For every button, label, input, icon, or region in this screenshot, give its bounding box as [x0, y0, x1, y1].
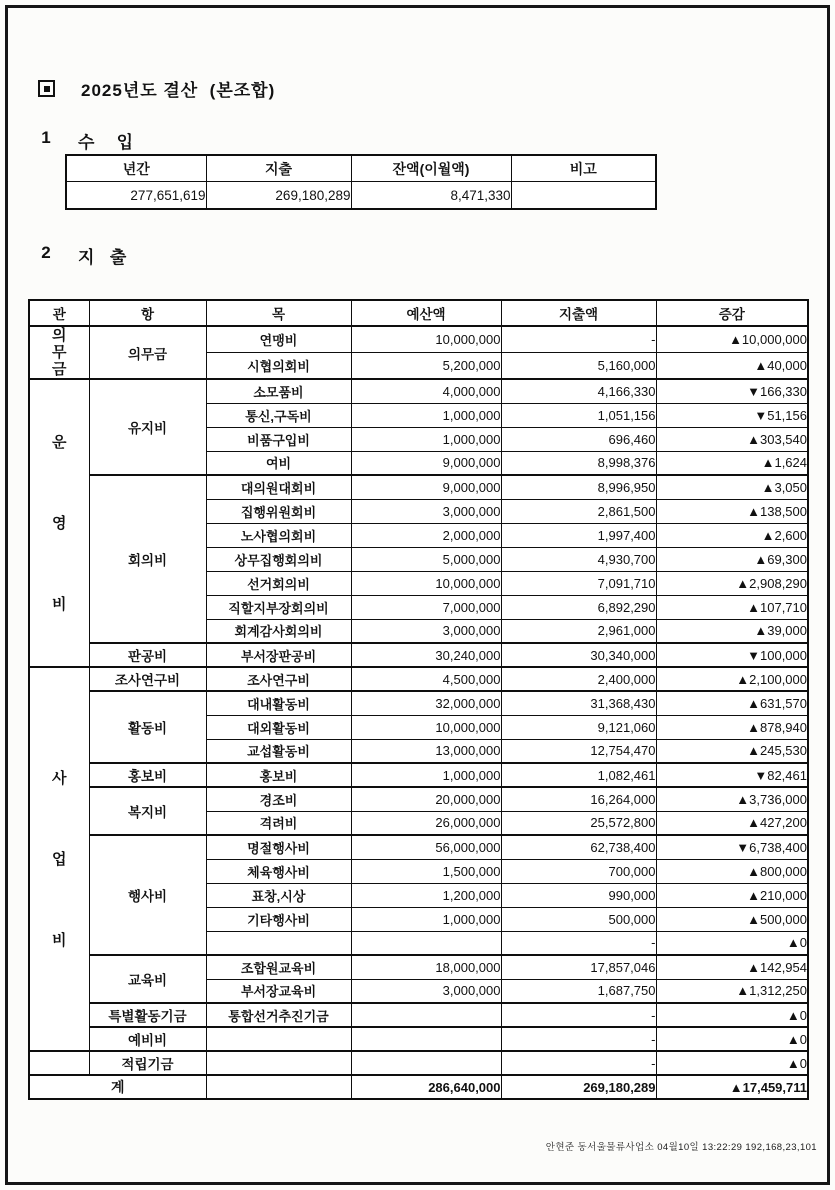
income-header-cell: 잔액(이월액)	[351, 155, 511, 182]
change-cell: ▲10,000,000	[656, 326, 808, 353]
spent-cell: 62,738,400	[501, 835, 656, 859]
budget-cell	[351, 931, 501, 955]
budget-cell: 10,000,000	[351, 326, 501, 353]
expense-row	[29, 835, 808, 859]
spent-cell: 12,754,470	[501, 739, 656, 763]
spent-cell: 4,166,330	[501, 379, 656, 403]
spent-cell: 1,687,750	[501, 979, 656, 1003]
mok-cell: 상무집행회의비	[206, 547, 351, 571]
spent-cell: -	[501, 326, 656, 353]
spent-cell: 30,340,000	[501, 643, 656, 667]
change-cell: ▲2,908,290	[656, 571, 808, 595]
expense-row	[29, 1003, 808, 1027]
mok-cell: 비품구입비	[206, 427, 351, 451]
hang-group-cell: 특별활동기금	[89, 1003, 206, 1027]
budget-cell: 5,000,000	[351, 547, 501, 571]
spent-cell: 25,572,800	[501, 811, 656, 835]
budget-cell: 32,000,000	[351, 691, 501, 715]
gwan-vertical-label	[30, 770, 89, 949]
income-section-label: 수 입	[78, 133, 136, 152]
hang-group-cell: 의무금	[89, 326, 206, 379]
expense-header-cell: 증감	[656, 300, 808, 326]
hang-group-cell: 예비비	[89, 1027, 206, 1051]
mok-cell: 경조비	[206, 787, 351, 811]
income-table	[65, 154, 657, 210]
mok-cell	[206, 931, 351, 955]
mok-cell: 집행위원회비	[206, 499, 351, 523]
mok-cell: 회계감사회의비	[206, 619, 351, 643]
expense-total-row	[29, 1075, 808, 1099]
hang-group-cell: 행사비	[89, 835, 206, 955]
mok-cell: 여비	[206, 451, 351, 475]
hang-group-cell: 유지비	[89, 379, 206, 475]
total-label-cell: 계	[29, 1075, 206, 1099]
gwan-char: 업	[52, 850, 67, 868]
change-cell: ▲3,736,000	[656, 787, 808, 811]
budget-cell	[351, 1027, 501, 1051]
budget-cell: 56,000,000	[351, 835, 501, 859]
expense-header-cell: 지출액	[501, 300, 656, 326]
change-cell: ▲2,600	[656, 523, 808, 547]
mok-cell: 조사연구비	[206, 667, 351, 691]
budget-cell: 1,000,000	[351, 763, 501, 787]
mok-cell: 대외활동비	[206, 715, 351, 739]
hang-group-cell: 적립기금	[89, 1051, 206, 1075]
gwan-char: 의	[52, 327, 67, 344]
expense-row	[29, 955, 808, 979]
mok-cell: 부서장교육비	[206, 979, 351, 1003]
spent-cell: 31,368,430	[501, 691, 656, 715]
mok-cell	[206, 1051, 351, 1075]
budget-cell: 20,000,000	[351, 787, 501, 811]
budget-cell: 1,000,000	[351, 427, 501, 451]
budget-cell: 9,000,000	[351, 451, 501, 475]
change-cell: ▲3,050	[656, 475, 808, 499]
budget-cell: 3,000,000	[351, 979, 501, 1003]
mok-cell: 연맹비	[206, 326, 351, 353]
budget-cell: 1,500,000	[351, 859, 501, 883]
total-mok-cell	[206, 1075, 351, 1099]
mok-cell: 부서장판공비	[206, 643, 351, 667]
budget-cell: 10,000,000	[351, 571, 501, 595]
gwan-group-cell	[29, 1051, 89, 1075]
change-cell: ▼51,156	[656, 403, 808, 427]
spent-cell: 5,160,000	[501, 353, 656, 380]
total-budget-cell: 286,640,000	[351, 1075, 501, 1099]
gwan-group-cell	[29, 667, 89, 1051]
budget-cell: 1,000,000	[351, 907, 501, 931]
change-cell: ▲878,940	[656, 715, 808, 739]
budget-cell: 4,500,000	[351, 667, 501, 691]
total-change-cell: ▲17,459,711	[656, 1075, 808, 1099]
change-cell: ▲1,312,250	[656, 979, 808, 1003]
change-cell: ▲142,954	[656, 955, 808, 979]
gwan-char: 무	[52, 344, 67, 361]
change-cell: ▲138,500	[656, 499, 808, 523]
expense-table-header	[29, 300, 808, 326]
change-cell: ▲210,000	[656, 883, 808, 907]
section-marker-icon	[38, 80, 55, 97]
expense-header-row	[29, 300, 808, 326]
budget-cell: 9,000,000	[351, 475, 501, 499]
change-cell: ▼100,000	[656, 643, 808, 667]
change-cell: ▲800,000	[656, 859, 808, 883]
change-cell: ▲39,000	[656, 619, 808, 643]
budget-cell: 7,000,000	[351, 595, 501, 619]
budget-cell: 1,000,000	[351, 403, 501, 427]
expense-table	[28, 299, 809, 1100]
expense-header-cell: 관	[29, 300, 89, 326]
spent-cell: 696,460	[501, 427, 656, 451]
spent-cell: -	[501, 1003, 656, 1027]
change-cell: ▲303,540	[656, 427, 808, 451]
gwan-char: 금	[52, 361, 67, 378]
change-cell: ▲631,570	[656, 691, 808, 715]
change-cell: ▲40,000	[656, 353, 808, 380]
hang-group-cell: 조사연구비	[89, 667, 206, 691]
spent-cell: 7,091,710	[501, 571, 656, 595]
gwan-group-cell	[29, 326, 89, 379]
mok-cell: 명절행사비	[206, 835, 351, 859]
budget-cell: 10,000,000	[351, 715, 501, 739]
change-cell: ▲1,624	[656, 451, 808, 475]
mok-cell	[206, 1027, 351, 1051]
income-header-cell: 년간	[66, 155, 206, 182]
budget-cell	[351, 1003, 501, 1027]
mok-cell: 표창,시상	[206, 883, 351, 907]
budget-cell: 3,000,000	[351, 619, 501, 643]
change-cell: ▲427,200	[656, 811, 808, 835]
expense-row	[29, 379, 808, 403]
income-value-cell: 277,651,619	[66, 182, 206, 210]
expense-row	[29, 1051, 808, 1075]
mok-cell: 통합선거추진기금	[206, 1003, 351, 1027]
print-footer: 안현준 동서울물류사업소 04월10일 13:22:29 192,168,23,101	[545, 1142, 817, 1153]
total-spent-cell: 269,180,289	[501, 1075, 656, 1099]
income-section-heading	[40, 128, 135, 153]
budget-cell: 26,000,000	[351, 811, 501, 835]
hang-group-cell: 회의비	[89, 475, 206, 643]
spent-cell: 6,892,290	[501, 595, 656, 619]
expense-table-body	[29, 326, 808, 1099]
spent-cell: 9,121,060	[501, 715, 656, 739]
change-cell: ▼6,738,400	[656, 835, 808, 859]
budget-cell: 2,000,000	[351, 523, 501, 547]
expense-row	[29, 643, 808, 667]
income-section-number: 1	[41, 128, 51, 147]
income-header-row	[66, 155, 656, 182]
budget-cell: 13,000,000	[351, 739, 501, 763]
expense-header-cell: 예산액	[351, 300, 501, 326]
mok-cell: 대의원대회비	[206, 475, 351, 499]
expense-header-cell: 항	[89, 300, 206, 326]
income-value-cell	[511, 182, 656, 210]
expense-row	[29, 763, 808, 787]
gwan-group-cell	[29, 379, 89, 667]
change-cell: ▲2,100,000	[656, 667, 808, 691]
spent-cell: 1,082,461	[501, 763, 656, 787]
hang-group-cell: 복지비	[89, 787, 206, 835]
change-cell: ▲245,530	[656, 739, 808, 763]
spent-cell: -	[501, 1051, 656, 1075]
change-cell: ▼82,461	[656, 763, 808, 787]
mok-cell: 체육행사비	[206, 859, 351, 883]
expense-row	[29, 787, 808, 811]
income-table-header	[66, 155, 656, 182]
mok-cell: 조합원교육비	[206, 955, 351, 979]
spent-cell: 1,051,156	[501, 403, 656, 427]
hang-group-cell: 교육비	[89, 955, 206, 1003]
page-title: 2025년도 결산 (본조합)	[81, 81, 276, 100]
gwan-char: 영	[52, 514, 67, 532]
spent-cell: 2,400,000	[501, 667, 656, 691]
expense-header-cell: 목	[206, 300, 351, 326]
spent-cell: -	[501, 1027, 656, 1051]
gwan-vertical-label	[30, 327, 89, 378]
mok-cell: 노사협의회비	[206, 523, 351, 547]
spent-cell: 8,996,950	[501, 475, 656, 499]
document-title-row	[38, 76, 275, 101]
income-data-row	[66, 182, 656, 210]
spent-cell: 2,861,500	[501, 499, 656, 523]
spent-cell: 8,998,376	[501, 451, 656, 475]
spent-cell: 4,930,700	[501, 547, 656, 571]
mok-cell: 소모품비	[206, 379, 351, 403]
change-cell: ▲69,300	[656, 547, 808, 571]
expense-row	[29, 475, 808, 499]
budget-cell: 4,000,000	[351, 379, 501, 403]
spent-cell: 16,264,000	[501, 787, 656, 811]
hang-group-cell: 판공비	[89, 643, 206, 667]
gwan-char: 운	[52, 433, 67, 451]
spent-cell: 990,000	[501, 883, 656, 907]
spent-cell: 2,961,000	[501, 619, 656, 643]
budget-cell: 18,000,000	[351, 955, 501, 979]
expense-row	[29, 1027, 808, 1051]
mok-cell: 대내활동비	[206, 691, 351, 715]
expense-row	[29, 691, 808, 715]
expense-section-heading	[40, 243, 128, 268]
budget-cell	[351, 1051, 501, 1075]
mok-cell: 직할지부장회의비	[206, 595, 351, 619]
mok-cell: 기타행사비	[206, 907, 351, 931]
budget-cell: 30,240,000	[351, 643, 501, 667]
budget-cell: 3,000,000	[351, 499, 501, 523]
budget-cell: 5,200,000	[351, 353, 501, 380]
spent-cell: 17,857,046	[501, 955, 656, 979]
expense-section-label: 지 출	[78, 248, 129, 267]
income-table-body	[66, 182, 656, 210]
change-cell: ▼166,330	[656, 379, 808, 403]
spent-cell: 700,000	[501, 859, 656, 883]
change-cell: ▲0	[656, 1027, 808, 1051]
gwan-char: 비	[52, 595, 67, 613]
gwan-char: 사	[52, 769, 67, 787]
expense-row	[29, 326, 808, 353]
mok-cell: 교섭활동비	[206, 739, 351, 763]
mok-cell: 시협의회비	[206, 353, 351, 380]
mok-cell: 홍보비	[206, 763, 351, 787]
hang-group-cell: 활동비	[89, 691, 206, 763]
income-header-cell: 비고	[511, 155, 656, 182]
expense-section-number: 2	[41, 243, 51, 262]
income-header-cell: 지출	[206, 155, 351, 182]
change-cell: ▲500,000	[656, 907, 808, 931]
budget-cell: 1,200,000	[351, 883, 501, 907]
change-cell: ▲107,710	[656, 595, 808, 619]
change-cell: ▲0	[656, 1051, 808, 1075]
change-cell: ▲0	[656, 931, 808, 955]
change-cell: ▲0	[656, 1003, 808, 1027]
mok-cell: 격려비	[206, 811, 351, 835]
mok-cell: 통신,구독비	[206, 403, 351, 427]
hang-group-cell: 홍보비	[89, 763, 206, 787]
gwan-vertical-label	[30, 434, 89, 613]
spent-cell: -	[501, 931, 656, 955]
income-value-cell: 269,180,289	[206, 182, 351, 210]
expense-row	[29, 667, 808, 691]
spent-cell: 500,000	[501, 907, 656, 931]
mok-cell: 선거회의비	[206, 571, 351, 595]
income-value-cell: 8,471,330	[351, 182, 511, 210]
spent-cell: 1,997,400	[501, 523, 656, 547]
gwan-char: 비	[52, 931, 67, 949]
